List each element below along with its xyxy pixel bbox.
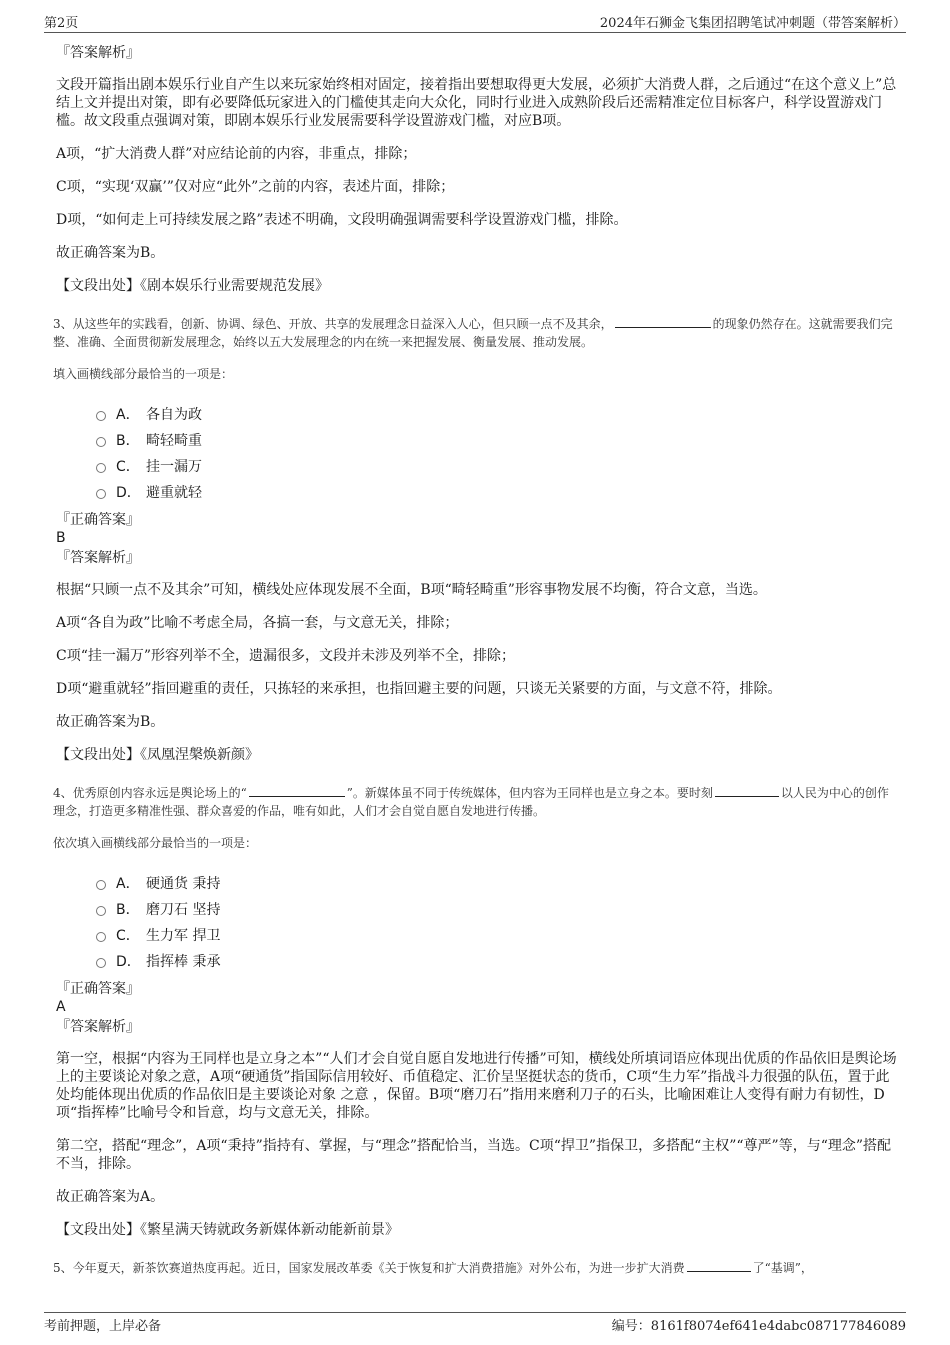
document-id: 编号：8161f8074ef641e4dabc087177846089 [611, 1319, 906, 1334]
document-body [53, 44, 898, 1291]
analysis-label: 『答案解析』 [56, 550, 140, 566]
radio-icon[interactable] [96, 958, 106, 968]
option-b[interactable]: B． 畸轻畸重 [96, 427, 898, 453]
radio-icon[interactable] [96, 906, 106, 916]
document-title: 2024年石狮金飞集团招聘笔试冲刺题（带答案解析） [599, 16, 906, 31]
question-text: 3、从这些年的实践看，创新、协调、绿色、开放、共享的发展理念日益深入人心，但只顾一点不及其余， [53, 317, 613, 331]
question-4-options [96, 870, 898, 974]
fill-blank [249, 784, 345, 797]
fill-blank [715, 784, 779, 797]
analysis-label: 『答案解析』 [56, 1019, 140, 1035]
question-3-prompt: 填入画横线部分最恰当的一项是： [53, 367, 234, 381]
source-label: 【文段出处】 [56, 1222, 140, 1238]
analysis-conclusion: 故正确答案为B。 [56, 714, 165, 730]
question-text: 4、优秀原创内容永远是舆论场上的“ [53, 786, 247, 800]
analysis-paragraph: A项，“扩大消费人群”对应结论前的内容，非重点，排除； [56, 146, 417, 162]
correct-answer: B [56, 530, 66, 546]
radio-icon[interactable] [96, 880, 106, 890]
radio-icon[interactable] [96, 437, 106, 447]
question-text: 以人民为中心的创作理念，打造更多精准性强、群众喜爱的作品，唯有如此，人们才会自觉自愿自发地进行传播。 [53, 786, 889, 818]
question-4-prompt: 依次填入画横线部分最恰当的一项是： [53, 836, 258, 850]
radio-icon[interactable] [96, 411, 106, 421]
analysis-conclusion: 故正确答案为B。 [56, 245, 165, 261]
option-b[interactable]: B． 磨刀石 坚持 [96, 896, 898, 922]
correct-label: 『正确答案』 [56, 981, 140, 997]
question-text: ”。新媒体虽不同于传统媒体，但内容为王同样也是立身之本。要时刻 [346, 786, 713, 800]
analysis-paragraph: D项“避重就轻”指回避重的责任，只拣轻的来承担，也指回避主要的问题，只谈无关紧要的方面，与文意不符，排除。 [56, 681, 782, 697]
analysis-paragraph: 第二空，搭配“理念”，A项“秉持”指持有、掌握，与“理念”搭配恰当，当选。C项“捍卫”指保卫，多搭配“主权”“尊严”等，与“理念”搭配不当，排除。 [56, 1138, 892, 1172]
page-footer [44, 1312, 906, 1335]
analysis-paragraph: D项，“如何走上可持续发展之路”表述不明确，文段明确强调需要科学设置游戏门槛，排除。 [56, 212, 628, 228]
analysis-label: 『答案解析』 [56, 45, 140, 61]
option-c[interactable]: C． 挂一漏万 [96, 453, 898, 479]
question-text: 了“基调”， [752, 1261, 813, 1275]
source-title: 《凤凰涅槃焕新颜》 [140, 747, 259, 763]
question-text: 的现象仍然存在。这就需要我们完整、准确、全面贯彻新发展理念，始终以五大发展理念的内在统一来把握发展、衡量发展、推动发展。 [53, 317, 893, 349]
analysis-paragraph: 第一空，根据“内容为王同样也是立身之本”“人们才会自觉自愿自发地进行传播”可知，横线处所填词语应体现出优质的作品依旧是舆论场上的主要谈论对象之意，A项“硬通货”指国际信用较好、币值稳定、汇价呈坚挺状态的货币，C项“生力军”指战斗力很强的队伍，置于此处均能体现出优质的作品依旧是主要谈论对象 之意 ，保留。B项“磨刀石”指用来磨利刀子的石头，比喻困难让人变得有耐力有韧性，D项“指挥棒”比喻号令和旨意，均与文意无关，排除。 [56, 1051, 897, 1121]
fill-blank [687, 1259, 751, 1272]
fill-blank [615, 315, 711, 328]
question-4-stem [53, 784, 898, 820]
footer-slogan: 考前押题，上岸必备 [44, 1319, 162, 1334]
option-a[interactable]: A． 各自为政 [96, 401, 898, 427]
option-d[interactable]: D． 指挥棒 秉承 [96, 948, 898, 974]
radio-icon[interactable] [96, 932, 106, 942]
analysis-paragraph: C项，“实现‘双赢’”仅对应“此外”之前的内容，表述片面，排除； [56, 179, 455, 195]
source-label: 【文段出处】 [56, 747, 140, 763]
option-c[interactable]: C． 生力军 捍卫 [96, 922, 898, 948]
source-line [56, 277, 898, 295]
source-line [56, 746, 898, 764]
analysis-paragraph: C项“挂一漏万”形容列举不全，遗漏很多，文段并未涉及列举不全，排除； [56, 648, 516, 664]
question-3-stem [53, 315, 898, 351]
radio-icon[interactable] [96, 489, 106, 499]
source-line [56, 1221, 898, 1239]
option-a[interactable]: A． 硬通货 秉持 [96, 870, 898, 896]
question-3-options [96, 401, 898, 505]
question-text: 5、今年夏天，新茶饮赛道热度再起。近日，国家发展改革委《关于恢复和扩大消费措施》对外公布，为进一步扩大消费 [53, 1261, 685, 1275]
correct-label: 『正确答案』 [56, 512, 140, 528]
correct-answer: A [56, 999, 66, 1015]
source-label: 【文段出处】 [56, 278, 140, 294]
source-title: 《繁星满天铸就政务新媒体新动能新前景》 [140, 1222, 399, 1238]
page-header [44, 12, 906, 33]
analysis-paragraph: 根据“只顾一点不及其余”可知，横线处应体现发展不全面，B项“畸轻畸重”形容事物发展不均衡，符合文意，当选。 [56, 582, 767, 598]
analysis-paragraph: A项“各自为政”比喻不考虑全局，各搞一套，与文意无关，排除； [56, 615, 459, 631]
option-d[interactable]: D． 避重就轻 [96, 479, 898, 505]
analysis-paragraph: 文段开篇指出剧本娱乐行业自产生以来玩家始终相对固定，接着指出要想取得更大发展，必须扩大消费人群，之后通过“在这个意义上”总结上文并提出对策，即有必要降低玩家进入的门槛使其走向大众化，同时行业进入成熟阶段后还需精准定位目标客户，科学设置游戏门槛。故文段重点强调对策，即剧本娱乐行业发展需要科学设置游戏门槛，对应B项。 [56, 77, 897, 129]
page-number: 第2页 [44, 16, 79, 31]
source-title: 《剧本娱乐行业需要规范发展》 [140, 278, 329, 294]
analysis-conclusion: 故正确答案为A。 [56, 1189, 165, 1205]
radio-icon[interactable] [96, 463, 106, 473]
question-5-stem [53, 1259, 898, 1277]
